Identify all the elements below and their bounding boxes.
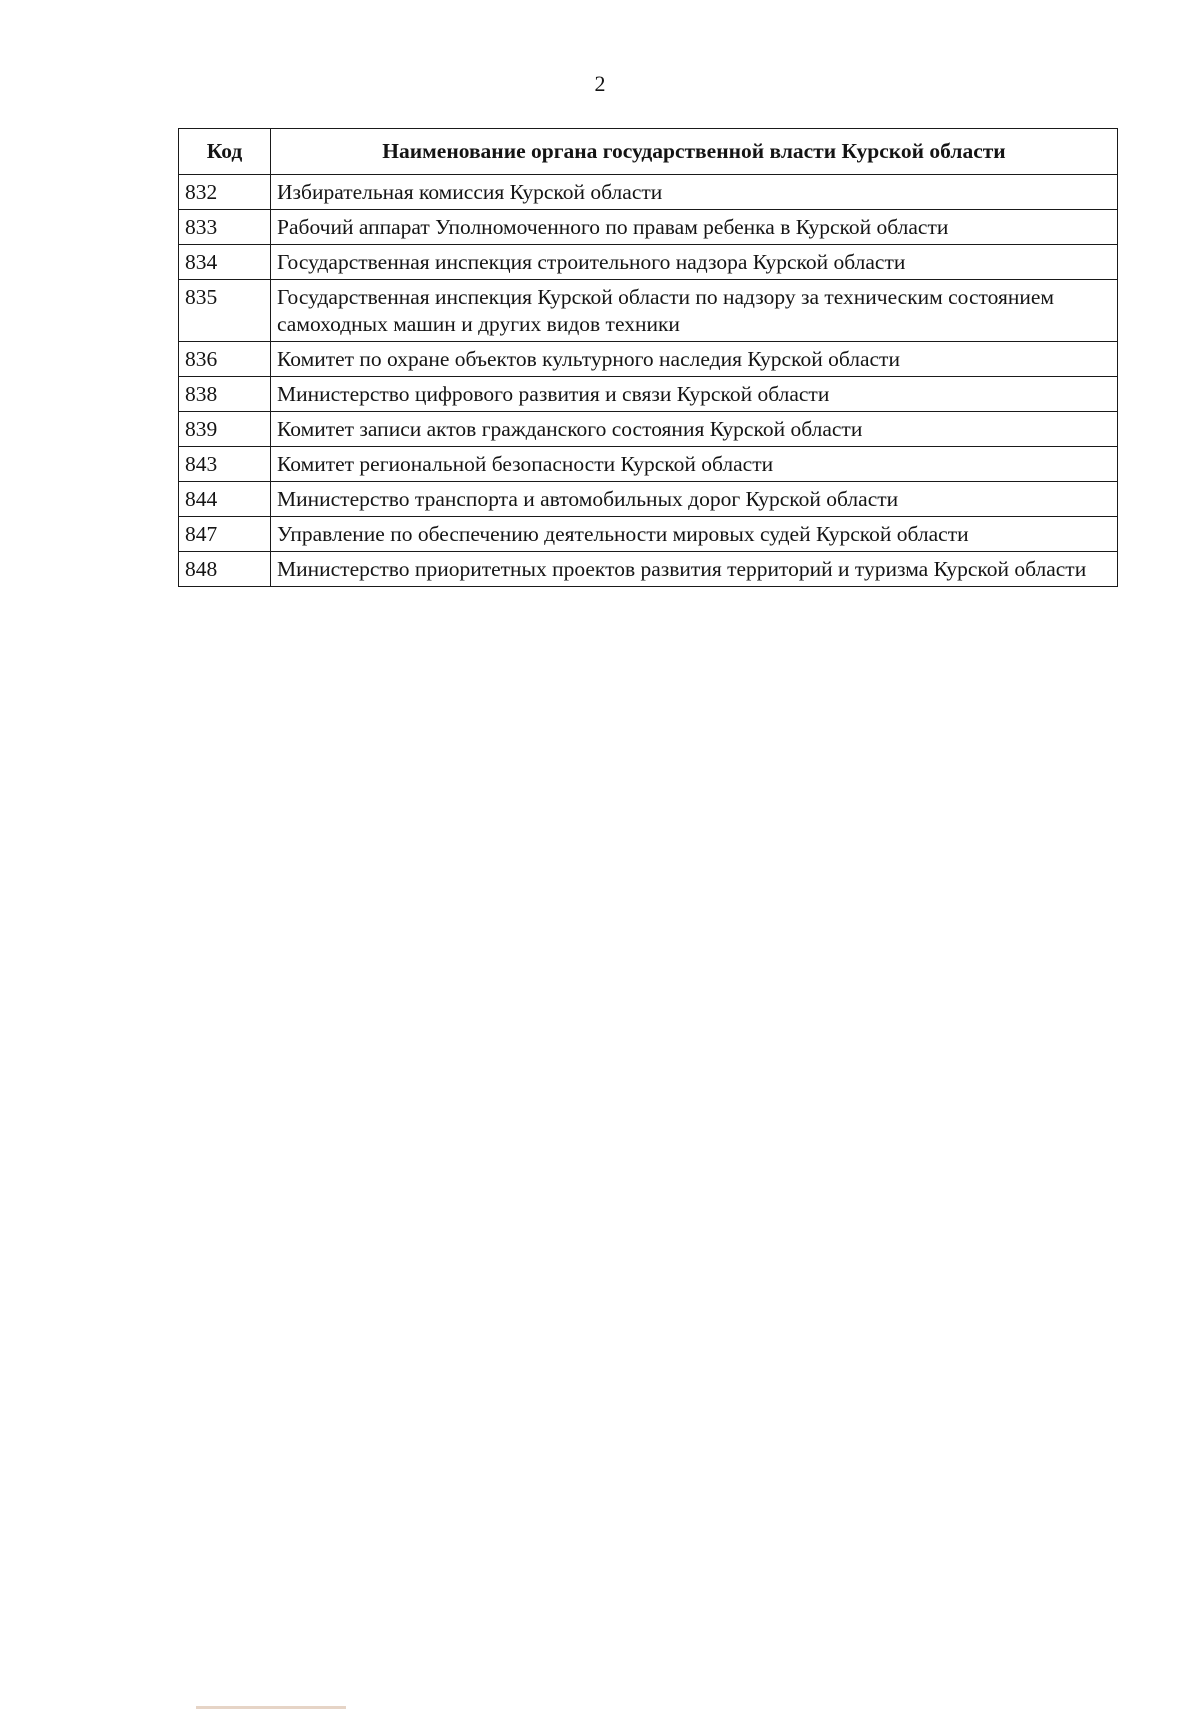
row-code: 838 [179,377,271,412]
table-row [179,377,1118,412]
row-authority-name: Управление по обеспечению деятельности мировых судей Курской области [271,517,1118,552]
table-row [179,517,1118,552]
header-code: Код [179,129,271,175]
row-code: 835 [179,280,271,342]
header-name: Наименование органа государственной власти Курской области [271,129,1118,175]
row-authority-name: Рабочий аппарат Уполномоченного по правам ребенка в Курской области [271,210,1118,245]
table-row [179,482,1118,517]
row-authority-name: Министерство приоритетных проектов развития территорий и туризма Курской области [271,552,1118,587]
row-authority-name: Министерство транспорта и автомобильных дорог Курской области [271,482,1118,517]
row-code: 833 [179,210,271,245]
row-authority-name: Избирательная комиссия Курской области [271,175,1118,210]
authorities-table [178,128,1118,587]
table-row [179,175,1118,210]
table-row [179,245,1118,280]
row-code: 834 [179,245,271,280]
table-row [179,210,1118,245]
row-authority-name: Министерство цифрового развития и связи Курской области [271,377,1118,412]
row-code: 832 [179,175,271,210]
row-authority-name: Государственная инспекция Курской области по надзору за техническим состоянием самоходных машин и других видов техники [271,280,1118,342]
table-row [179,552,1118,587]
row-authority-name: Комитет записи актов гражданского состояния Курской области [271,412,1118,447]
table-header-row [179,129,1118,175]
row-code: 836 [179,342,271,377]
table-row [179,447,1118,482]
row-authority-name: Комитет по охране объектов культурного наследия Курской области [271,342,1118,377]
row-code: 843 [179,447,271,482]
row-code: 848 [179,552,271,587]
table-row [179,412,1118,447]
row-authority-name: Комитет региональной безопасности Курской области [271,447,1118,482]
row-code: 839 [179,412,271,447]
row-code: 847 [179,517,271,552]
table-row [179,342,1118,377]
page-number: 2 [594,71,606,96]
scan-edge-mark [196,1706,346,1709]
row-code: 844 [179,482,271,517]
row-authority-name: Государственная инспекция строительного надзора Курской области [271,245,1118,280]
table-row [179,280,1118,342]
table-body [179,175,1118,587]
